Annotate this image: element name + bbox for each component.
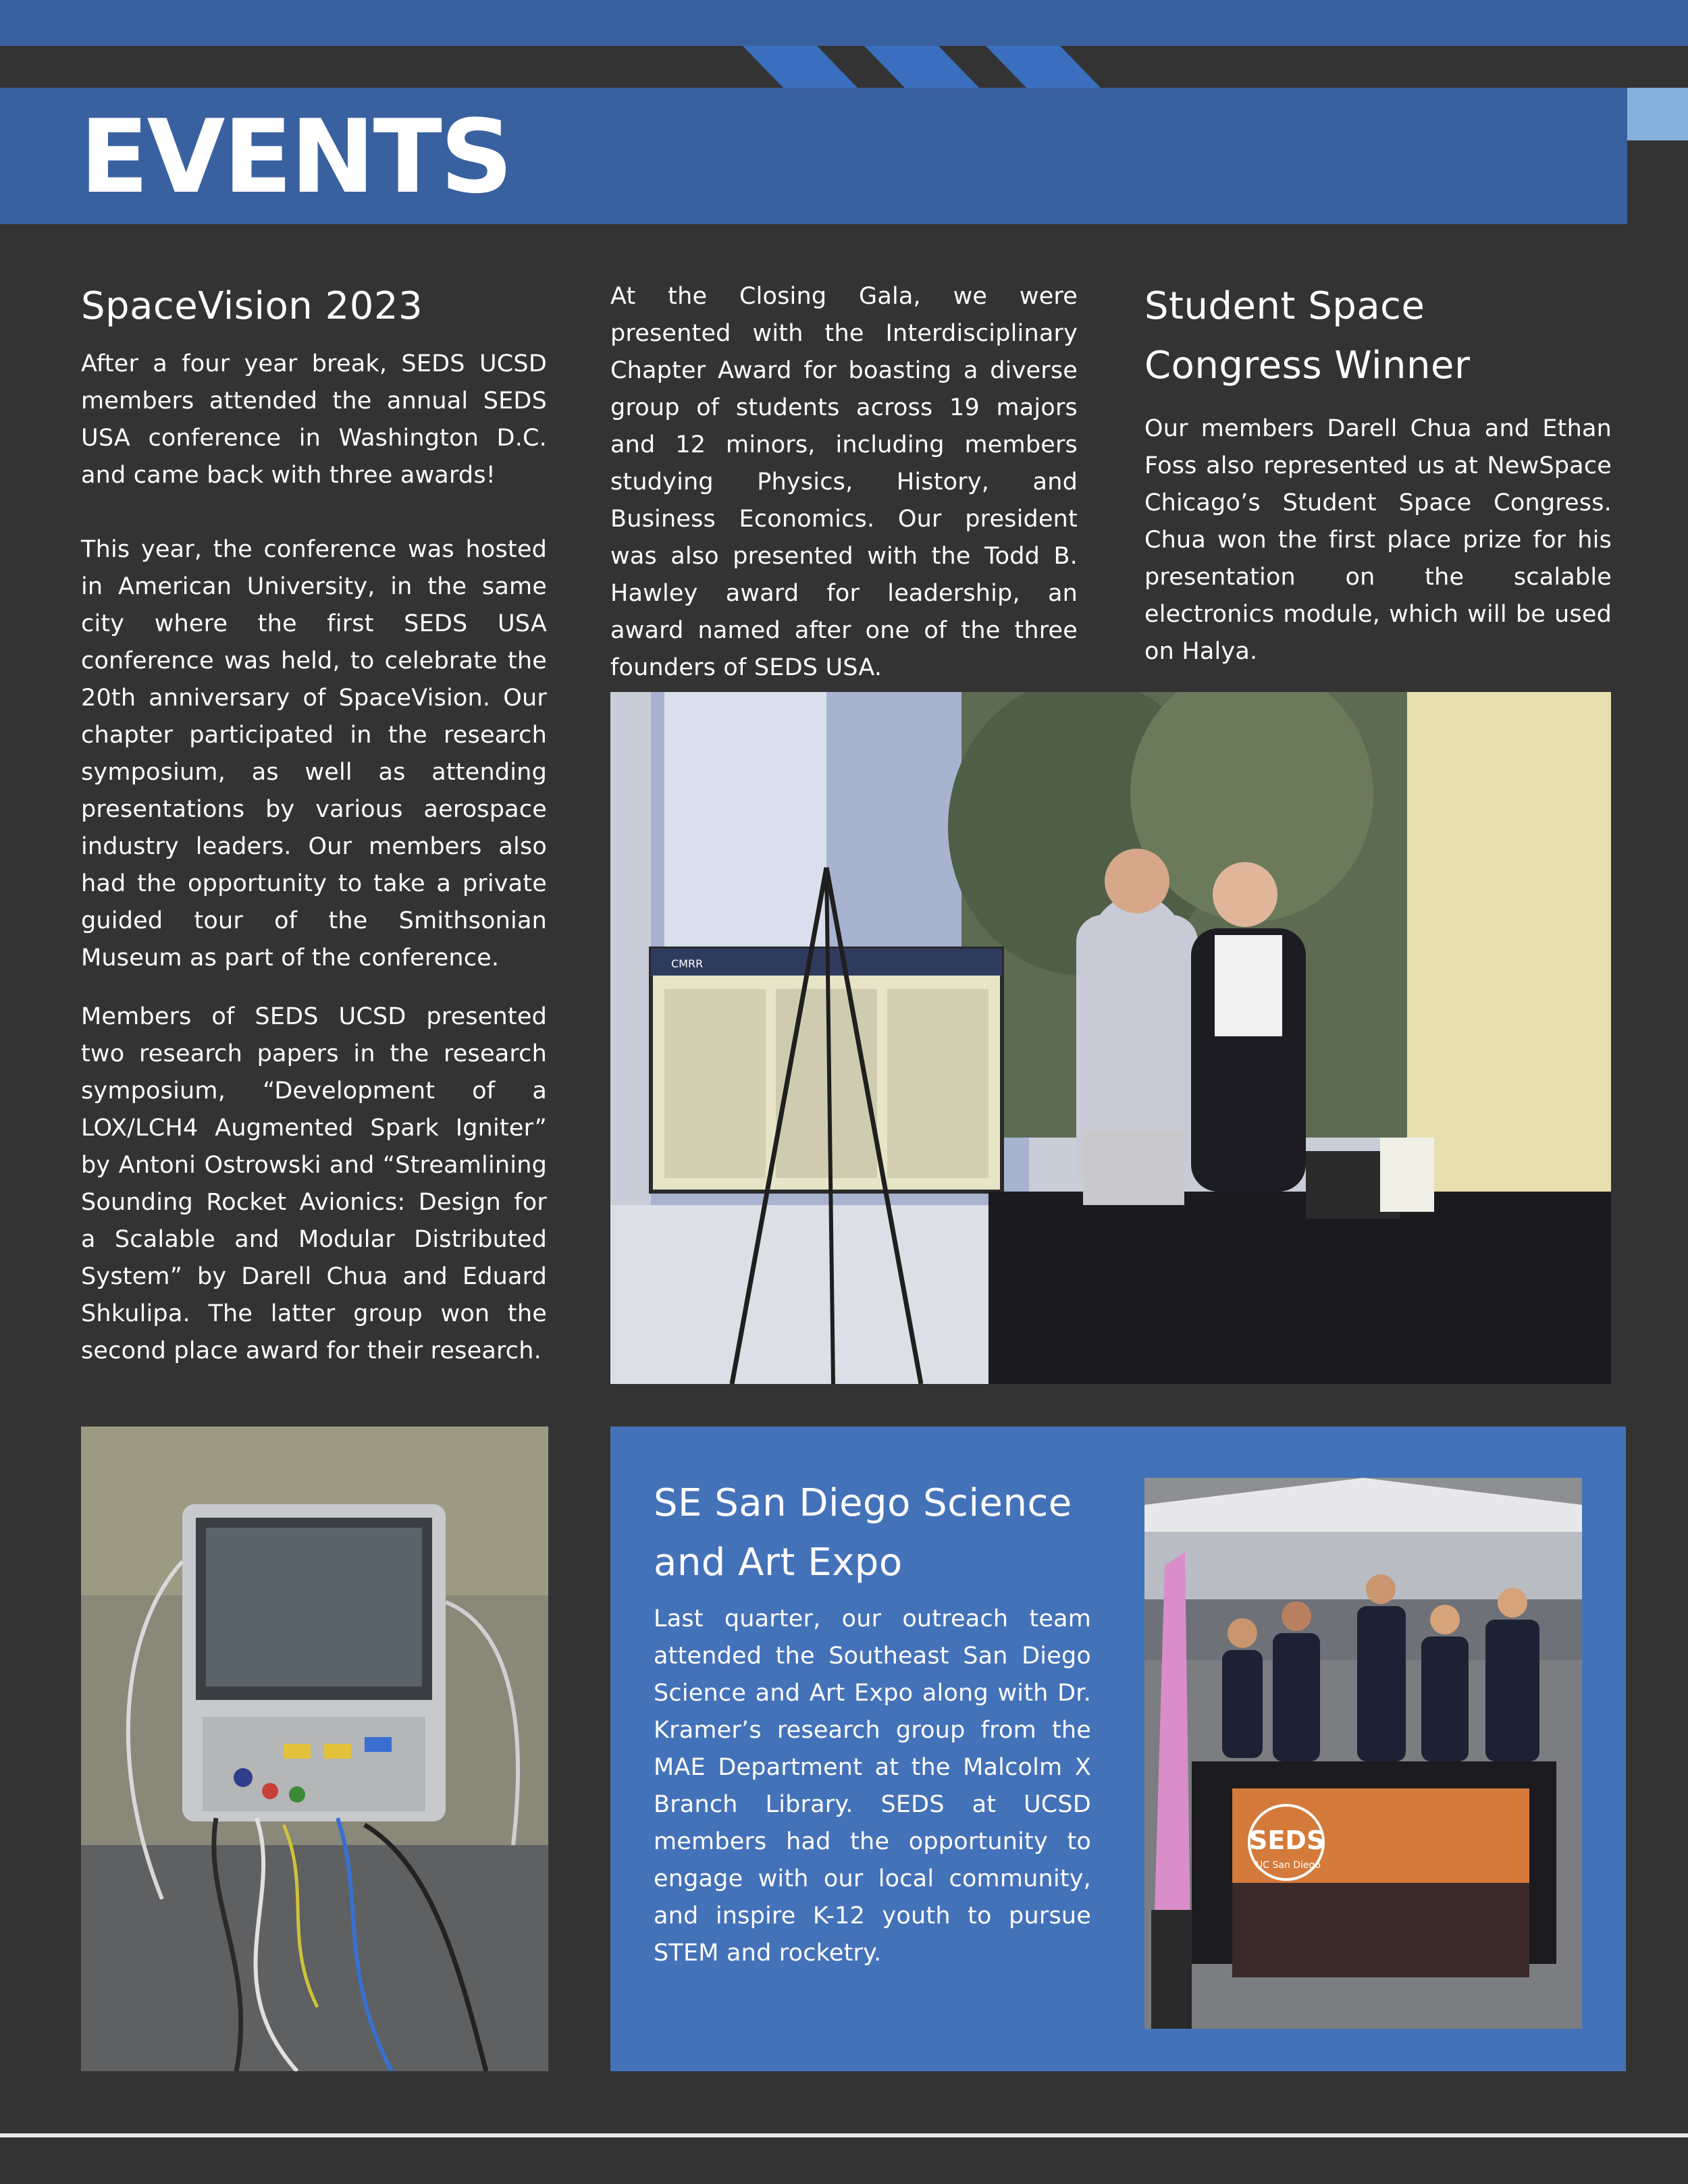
banner-accent-tab [1627, 88, 1688, 140]
seds-banner-sublabel: UC San Diego [1256, 1860, 1321, 1871]
seds-banner-logo: SEDS [1249, 1826, 1325, 1855]
expo-heading: SE San Diego Science and Art Expo [654, 1481, 1072, 1584]
spacevision-paragraph-3: Members of SEDS UCSD presented two research papers in the research symposium, “Development of a LOX/LCH4 Augmented Spark Igniter” by Antoni Ostrowski and “Streamlining Sounding Rocket Avionics: Design for a Scalable and Modular Distributed System” by Darell Chua and Eduard Shkulipa. The latter group won the second place award for their research. [81, 1003, 547, 1364]
spacevision-heading: SpaceVision 2023 [81, 284, 423, 328]
page-title: EVENTS [80, 99, 511, 216]
expo-section [610, 1427, 1626, 2071]
gala-paragraph: At the Closing Gala, we were presented with the Interdisciplinary Chapter Award for boasting a diverse group of students across 19 majors and 12 minors, including members studying Physics, History, and Business Economics. Our president was also presented with the Todd B. Hawley award for leadership, an award named after one of the three founders of SEDS USA. [610, 283, 1078, 681]
decorative-stripes [736, 46, 1114, 88]
spacevision-section [81, 277, 547, 1370]
footer-divider [0, 2133, 1688, 2137]
avionics-hardware-photo [81, 1427, 548, 2071]
congress-section [1144, 277, 1612, 670]
congress-paragraph: Our members Darell Chua and Ethan Foss also represented us at NewSpace Chicago’s Student Space Congress. Chua won the first place prize for his presentation on the scalable electronics module, which will be used on Halya. [1144, 415, 1612, 665]
poster-logo-text: CMRR [671, 957, 704, 970]
expo-booth-photo [1144, 1478, 1582, 2029]
poster-presentation-photo [610, 692, 1611, 1384]
spacevision-paragraph-2: This year, the conference was hosted in American University, in the same city where the first SEDS USA conference was held, to celebrate the 20th anniversary of SpaceVision. Our chapter participated in the research symposium, as well as attending presentations by various aerospace industry leaders. Our members also had the opportunity to take a private guided tour of the Smithsonian Museum as part of the conference. [81, 536, 547, 971]
gala-section [610, 278, 1078, 687]
top-header-bar [0, 0, 1688, 46]
title-banner [0, 88, 1627, 224]
spacevision-paragraph-1: After a four year break, SEDS UCSD members attended the annual SEDS USA conference in Washington D.C. and came back with three awards! [81, 350, 547, 489]
expo-paragraph: Last quarter, our outreach team attended the Southeast San Diego Science and Art Expo along with Dr. Kramer’s research group from the MAE Department at the Malcolm X Branch Library. SEDS at UCSD members had the opportunity to engage with our local community, and inspire K-12 youth to pursue STEM and rocketry. [654, 1605, 1091, 1967]
congress-heading: Student Space Congress Winner [1144, 284, 1471, 388]
expo-text-block [654, 1474, 1091, 1972]
